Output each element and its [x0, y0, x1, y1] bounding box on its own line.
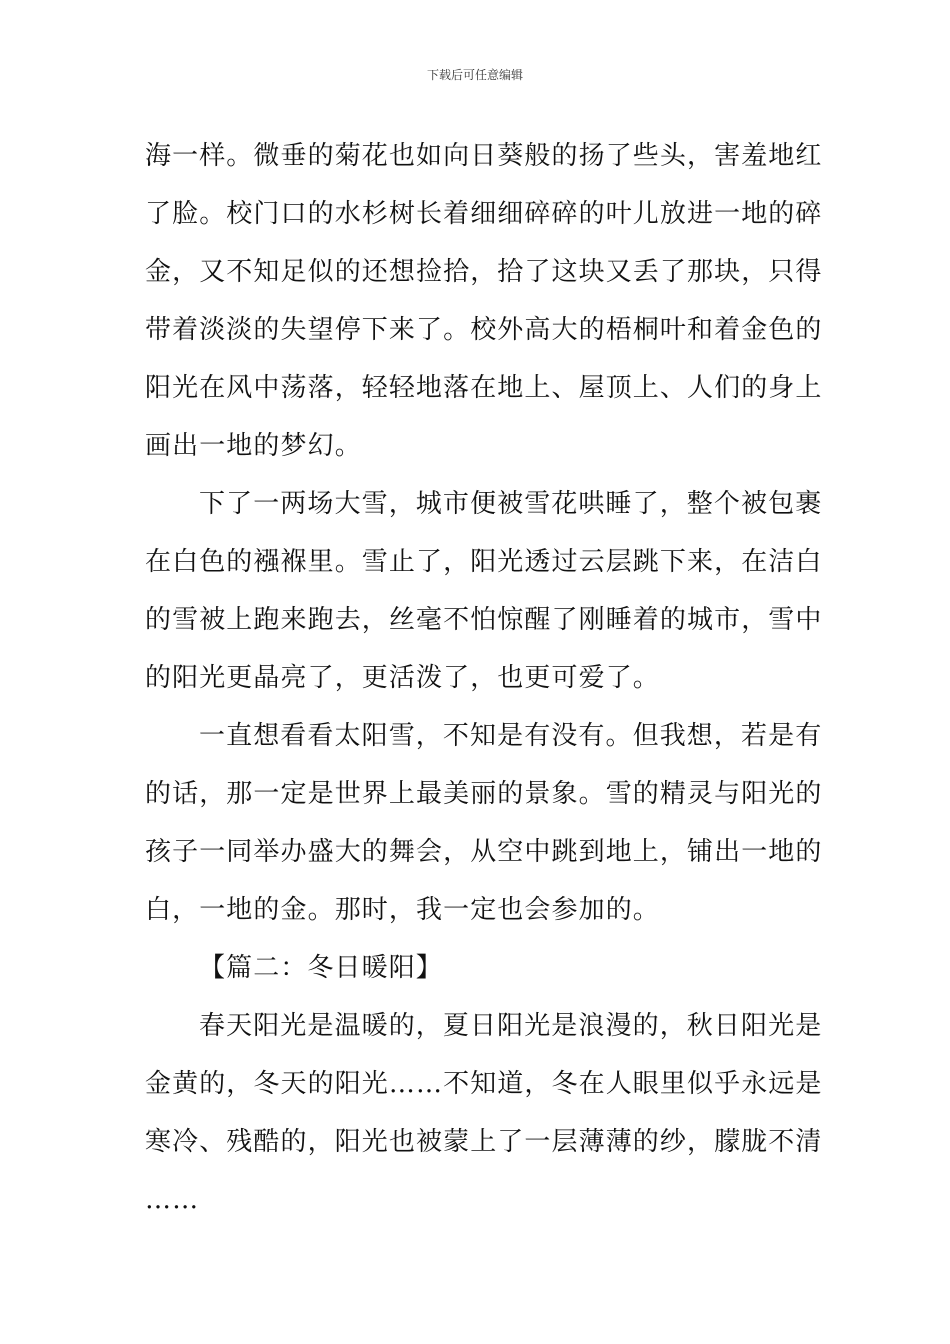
paragraph-1-line-1: 海一样。微垂的菊花也如向日葵般的扬了些头，害羞地红 — [145, 141, 823, 171]
paragraph-1-line-3: 金，又不知足似的还想捡拾，拾了这块又丢了那块，只得 — [145, 257, 823, 287]
document-body — [145, 127, 823, 1229]
paragraph-2-line-2: 在白色的襁褓里。雪止了，阳光透过云层跳下来，在洁白 — [145, 547, 823, 577]
paragraph-1-line-4: 带着淡淡的失望停下来了。校外高大的梧桐叶和着金色的 — [145, 315, 823, 345]
paragraph-1-line-6: 画出一地的梦幻。 — [145, 431, 362, 461]
paragraph-4-line-3: 寒冷、残酷的，阳光也被蒙上了一层薄薄的纱，朦胧不清 — [145, 1127, 823, 1157]
paragraph-4-line-1: 春天阳光是温暖的，夏日阳光是浪漫的，秋日阳光是 — [199, 1011, 823, 1041]
paragraph-1-line-5: 阳光在风中荡落，轻轻地落在地上、屋顶上、人们的身上 — [145, 373, 823, 403]
paragraph-1-line-2: 了脸。校门口的水杉树长着细细碎碎的叶儿放进一地的碎 — [145, 199, 823, 229]
paragraph-3-line-4: 白，一地的金。那时，我一定也会参加的。 — [145, 895, 660, 925]
paragraph-2-line-3: 的雪被上跑来跑去，丝毫不怕惊醒了刚睡着的城市，雪中 — [145, 605, 823, 635]
section-heading: 【篇二：冬日暖阳】 — [199, 953, 443, 983]
paragraph-4-line-2: 金黄的，冬天的阳光……不知道，冬在人眼里似乎永远是 — [145, 1069, 823, 1099]
paragraph-4-line-4: …… — [145, 1185, 200, 1215]
page-header: 下载后可任意编辑 — [426, 68, 523, 82]
paragraph-3-line-1: 一直想看看太阳雪，不知是有没有。但我想，若是有 — [199, 721, 823, 751]
paragraph-3-line-2: 的话，那一定是世界上最美丽的景象。雪的精灵与阳光的 — [145, 779, 823, 809]
paragraph-2-line-4: 的阳光更晶亮了，更活泼了，也更可爱了。 — [145, 663, 660, 693]
paragraph-2-line-1: 下了一两场大雪，城市便被雪花哄睡了，整个被包裹 — [199, 489, 823, 519]
paragraph-3-line-3: 孩子一同举办盛大的舞会，从空中跳到地上，铺出一地的 — [145, 837, 823, 867]
